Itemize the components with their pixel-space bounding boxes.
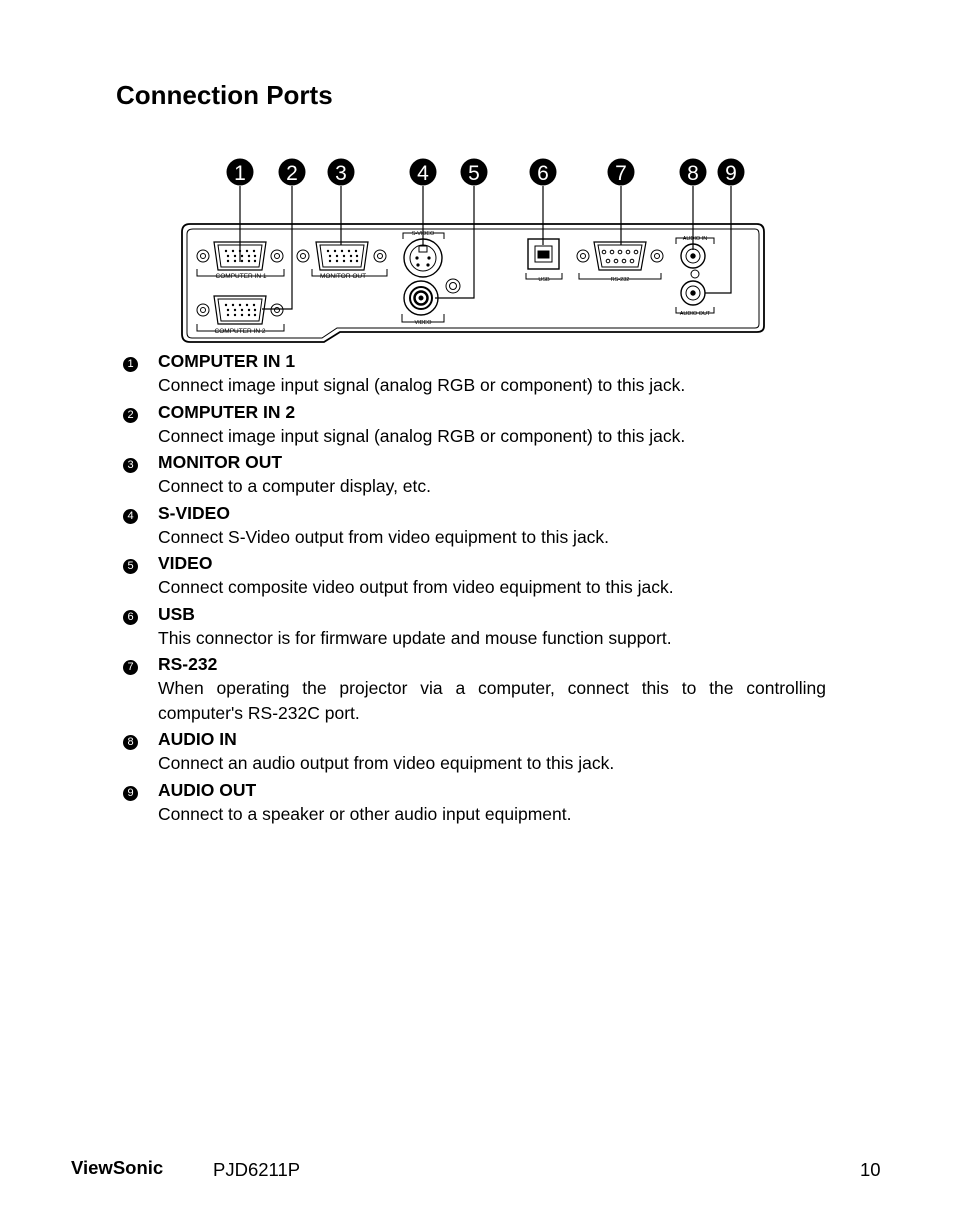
port-description: Connect to a computer display, etc. bbox=[158, 476, 432, 496]
computer-in-2-port bbox=[197, 296, 284, 335]
callout-9-label: 9 bbox=[725, 162, 737, 185]
port-description: When operating the projector via a computer, connect this to the controlling computer's RS-232C port. bbox=[158, 678, 826, 723]
port-description: Connect an audio output from video equipment to this jack. bbox=[158, 753, 615, 773]
video-port bbox=[402, 281, 444, 326]
port-description: Connect to a speaker or other audio input equipment. bbox=[158, 803, 572, 824]
number-1-icon: 1 bbox=[123, 357, 138, 372]
callout-6 bbox=[530, 159, 557, 186]
page-number: 10 bbox=[860, 1159, 881, 1180]
port-item-usb bbox=[123, 602, 826, 651]
monitor-out-diagram-label: MONITOR OUT bbox=[319, 273, 367, 280]
video-diagram-label: VIDEO bbox=[414, 320, 432, 326]
rear-panel bbox=[182, 224, 764, 342]
port-description: Connect image input signal (analog RGB or component) to this jack. bbox=[158, 425, 686, 446]
port-item-video bbox=[123, 551, 826, 600]
port-description: Connect composite video output from video equipment to this jack. bbox=[158, 577, 674, 597]
port-name: MONITOR OUT bbox=[158, 452, 283, 472]
port-item-computer-in-1 bbox=[123, 349, 826, 398]
callout-1 bbox=[227, 159, 254, 186]
port-item-audio-out bbox=[123, 778, 826, 827]
rs-232-diagram-label: RS-232 bbox=[610, 277, 630, 283]
connection-ports-diagram bbox=[0, 150, 954, 345]
callout-8 bbox=[680, 159, 707, 186]
usb-diagram-label: USB bbox=[538, 277, 550, 283]
callout-5-label: 5 bbox=[468, 162, 480, 185]
page-title: Connection Ports bbox=[116, 80, 333, 110]
port-item-rs-232 bbox=[123, 652, 826, 725]
port-name: AUDIO OUT bbox=[158, 779, 257, 800]
port-name: USB bbox=[158, 603, 195, 624]
callout-4 bbox=[410, 159, 437, 186]
usb-port bbox=[526, 239, 562, 283]
number-7-icon: 7 bbox=[123, 660, 138, 675]
number-3-icon: 3 bbox=[123, 458, 138, 473]
port-name: COMPUTER IN 1 bbox=[158, 351, 296, 371]
computer-in-2-diagram-label: COMPUTER IN 2 bbox=[214, 328, 266, 335]
callout-numbers bbox=[227, 159, 745, 186]
rs-232-port bbox=[577, 242, 663, 283]
port-name: RS-232 bbox=[158, 654, 218, 674]
number-4-icon: 4 bbox=[123, 509, 138, 524]
callout-9 bbox=[718, 159, 745, 186]
callout-6-label: 6 bbox=[537, 162, 549, 185]
callout-3 bbox=[328, 159, 355, 186]
monitor-out-port bbox=[297, 242, 387, 280]
port-name: VIDEO bbox=[158, 553, 213, 573]
audio-in-diagram-label: AUDIO IN bbox=[682, 236, 708, 242]
model-name: PJD6211P bbox=[213, 1159, 301, 1180]
port-description: Connect S-Video output from video equipment to this jack. bbox=[158, 526, 610, 547]
brand-name: ViewSonic bbox=[71, 1157, 164, 1178]
number-9-icon: 9 bbox=[123, 786, 138, 801]
callout-7 bbox=[608, 159, 635, 186]
audio-ports bbox=[676, 236, 714, 317]
callout-8-label: 8 bbox=[687, 162, 699, 185]
audio-out-diagram-label: AUDIO OUT bbox=[679, 311, 711, 317]
number-2-icon: 2 bbox=[123, 408, 138, 423]
port-item-monitor-out bbox=[123, 450, 826, 499]
callout-3-label: 3 bbox=[335, 162, 347, 185]
callout-2-label: 2 bbox=[286, 162, 298, 185]
callout-5 bbox=[461, 159, 488, 186]
port-item-computer-in-2 bbox=[123, 400, 826, 449]
callout-7-label: 7 bbox=[615, 162, 627, 185]
s-video-diagram-label: S-VIDEO bbox=[411, 231, 435, 237]
computer-in-1-diagram-label: COMPUTER IN 1 bbox=[215, 273, 267, 280]
port-name: COMPUTER IN 2 bbox=[158, 401, 296, 422]
port-name: AUDIO IN bbox=[158, 729, 237, 749]
callout-2 bbox=[279, 159, 306, 186]
port-list bbox=[123, 349, 826, 828]
port-description: Connect image input signal (analog RGB or component) to this jack. bbox=[158, 375, 686, 395]
port-item-audio-in bbox=[123, 727, 826, 776]
port-description: This connector is for firmware update and mouse function support. bbox=[158, 627, 672, 648]
number-6-icon: 6 bbox=[123, 610, 138, 625]
callout-4-label: 4 bbox=[417, 162, 429, 185]
port-name: S-VIDEO bbox=[158, 502, 230, 523]
callout-1-label: 1 bbox=[234, 162, 246, 185]
port-item-s-video bbox=[123, 501, 826, 550]
number-5-icon: 5 bbox=[123, 559, 138, 574]
number-8-icon: 8 bbox=[123, 735, 138, 750]
